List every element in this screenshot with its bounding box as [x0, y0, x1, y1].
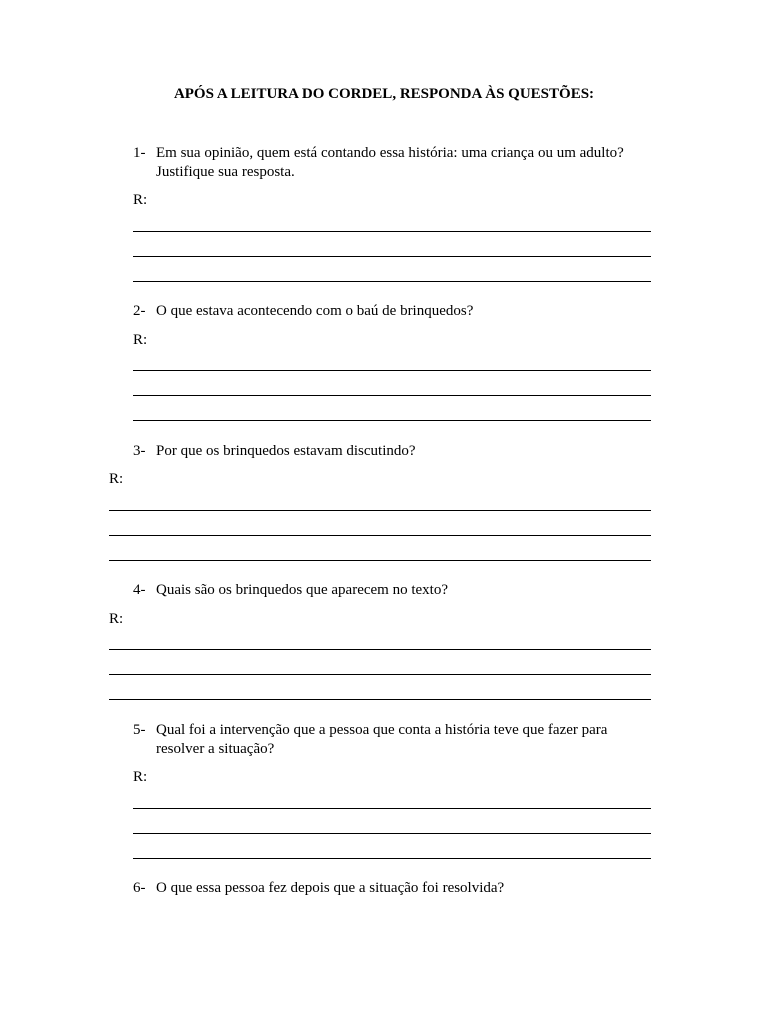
- answer-line[interactable]: [133, 231, 651, 232]
- answer-line[interactable]: [133, 808, 651, 809]
- question-text-line: Qual foi a intervenção que a pessoa que conta a história teve que fazer para: [156, 722, 608, 738]
- answer-label: R:: [109, 611, 124, 627]
- question-number: 3-: [133, 443, 146, 459]
- answer-line[interactable]: [109, 699, 651, 700]
- question-text-line: O que essa pessoa fez depois que a situação foi resolvida?: [156, 880, 505, 896]
- question-text-line: Quais são os brinquedos que aparecem no texto?: [156, 582, 448, 598]
- question-number: 1-: [133, 145, 146, 161]
- answer-line[interactable]: [133, 281, 651, 282]
- answer-line[interactable]: [133, 420, 651, 421]
- answer-line[interactable]: [133, 858, 651, 859]
- answer-line[interactable]: [133, 370, 651, 371]
- answer-label: R:: [133, 192, 148, 208]
- question-text-line: Por que os brinquedos estavam discutindo?: [156, 443, 416, 459]
- answer-label: R:: [133, 332, 148, 348]
- answer-line[interactable]: [109, 535, 651, 536]
- answer-line[interactable]: [133, 256, 651, 257]
- question-4: [133, 581, 673, 601]
- question-text-line: Justifique sua resposta.: [156, 164, 295, 180]
- answer-line[interactable]: [109, 649, 651, 650]
- answer-line[interactable]: [133, 395, 651, 396]
- question-text-line: O que estava acontecendo com o baú de brinquedos?: [156, 303, 474, 319]
- answer-line[interactable]: [133, 833, 651, 834]
- question-number: 4-: [133, 582, 146, 598]
- answer-line[interactable]: [109, 510, 651, 511]
- question-3: [133, 442, 673, 462]
- question-number: 5-: [133, 722, 146, 738]
- answer-line[interactable]: [109, 560, 651, 561]
- question-number: 2-: [133, 303, 146, 319]
- question-2: [133, 302, 673, 322]
- question-number: 6-: [133, 880, 146, 896]
- answer-line[interactable]: [109, 674, 651, 675]
- page-title: APÓS A LEITURA DO CORDEL, RESPONDA ÀS QUESTÕES:: [173, 86, 595, 102]
- answer-label: R:: [133, 769, 148, 785]
- question-5: [133, 721, 673, 761]
- question-6: [133, 879, 673, 899]
- question-text-line: resolver a situação?: [156, 741, 275, 757]
- question-1: [133, 144, 673, 184]
- question-text-line: Em sua opinião, quem está contando essa história: uma criança ou um adulto?: [156, 145, 624, 161]
- answer-label: R:: [109, 471, 124, 487]
